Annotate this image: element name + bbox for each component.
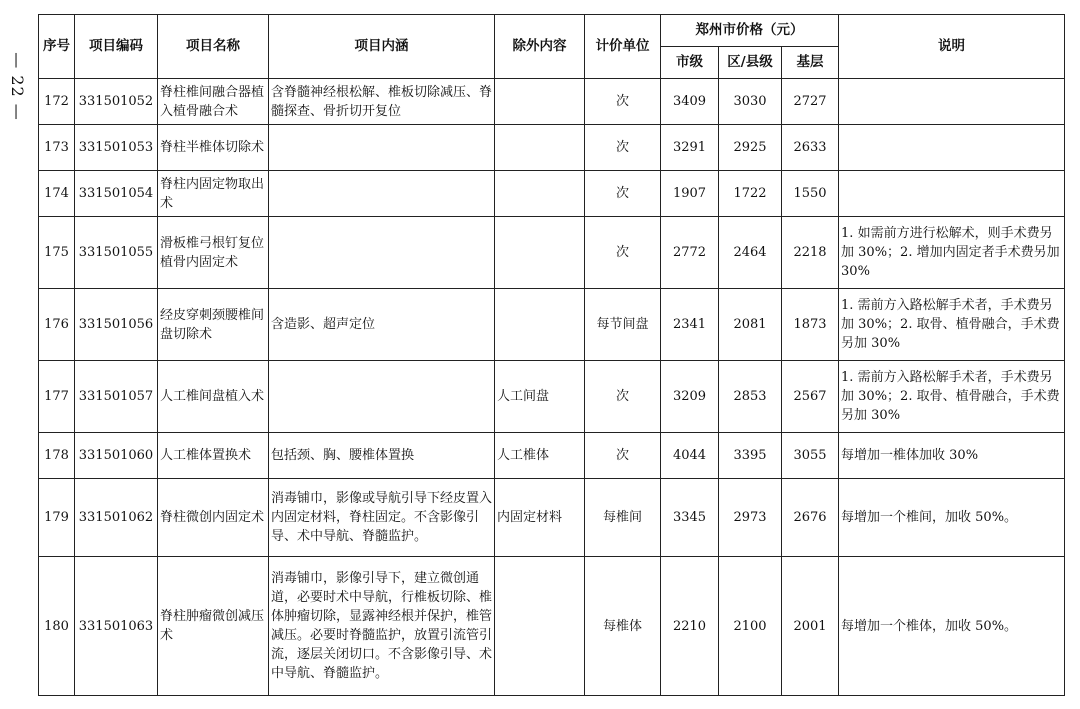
cell-county-price: 2973 [719, 479, 782, 557]
cell-county-price: 2853 [719, 361, 782, 433]
cell-unit: 每椎间 [585, 479, 661, 557]
cell-base-price: 1550 [782, 171, 839, 217]
cell-city-price: 2210 [661, 557, 719, 696]
cell-base-price: 2676 [782, 479, 839, 557]
cell-county-price: 2081 [719, 289, 782, 361]
cell-excluded: 内固定材料 [495, 479, 585, 557]
header-price-group: 郑州市价格（元） [661, 15, 839, 47]
cell-excluded [495, 217, 585, 289]
cell-unit: 每椎体 [585, 557, 661, 696]
cell-content [269, 361, 495, 433]
cell-note [839, 79, 1065, 125]
header-note: 说明 [839, 15, 1065, 79]
cell-county-price: 3030 [719, 79, 782, 125]
cell-county-price: 2925 [719, 125, 782, 171]
header-county: 区/县级 [719, 47, 782, 79]
cell-code: 331501054 [75, 171, 158, 217]
cell-note [839, 125, 1065, 171]
cell-content: 包括颈、胸、腰椎体置换 [269, 433, 495, 479]
cell-note [839, 171, 1065, 217]
cell-city-price: 3345 [661, 479, 719, 557]
cell-seq: 177 [39, 361, 75, 433]
cell-excluded [495, 125, 585, 171]
table-row [39, 79, 1065, 125]
cell-excluded [495, 171, 585, 217]
cell-unit: 次 [585, 125, 661, 171]
header-seq: 序号 [39, 15, 75, 79]
cell-city-price: 2772 [661, 217, 719, 289]
cell-name: 脊柱椎间融合器植入植骨融合术 [158, 79, 269, 125]
cell-content: 消毒铺巾，影像引导下，建立微创通道，必要时术中导航，行椎板切除、椎体肿瘤切除，显露神经根并保护，椎管减压。必要时脊髓监护，放置引流管引流，逐层关闭切口。不含影像引导、术中导航、脊髓监护。 [269, 557, 495, 696]
header-code: 项目编码 [75, 15, 158, 79]
cell-seq: 178 [39, 433, 75, 479]
cell-base-price: 2218 [782, 217, 839, 289]
header-excluded: 除外内容 [495, 15, 585, 79]
cell-county-price: 1722 [719, 171, 782, 217]
cell-content [269, 171, 495, 217]
cell-content: 消毒铺巾，影像或导航引导下经皮置入内固定材料，脊柱固定。不含影像引导、术中导航、脊髓监护。 [269, 479, 495, 557]
cell-excluded: 人工间盘 [495, 361, 585, 433]
cell-content: 含脊髓神经根松解、椎板切除减压、脊髓探查、骨折切开复位 [269, 79, 495, 125]
cell-unit: 次 [585, 217, 661, 289]
cell-unit: 次 [585, 79, 661, 125]
cell-base-price: 3055 [782, 433, 839, 479]
cell-seq: 180 [39, 557, 75, 696]
price-table [38, 14, 1065, 696]
header-row-1 [39, 15, 1065, 47]
cell-code: 331501063 [75, 557, 158, 696]
table-row [39, 557, 1065, 696]
cell-note: 1. 需前方入路松解手术者，手术费另加 30%；2. 取骨、植骨融合，手术费另加 30% [839, 289, 1065, 361]
table-row [39, 171, 1065, 217]
table-row [39, 125, 1065, 171]
cell-code: 331501055 [75, 217, 158, 289]
cell-note: 每增加一个椎间，加收 50%。 [839, 479, 1065, 557]
header-name: 项目名称 [158, 15, 269, 79]
table-row [39, 433, 1065, 479]
cell-seq: 179 [39, 479, 75, 557]
cell-excluded [495, 79, 585, 125]
cell-county-price: 2100 [719, 557, 782, 696]
cell-unit: 次 [585, 433, 661, 479]
cell-name: 人工椎体置换术 [158, 433, 269, 479]
cell-excluded: 人工椎体 [495, 433, 585, 479]
cell-name: 人工椎间盘植入术 [158, 361, 269, 433]
cell-code: 331501053 [75, 125, 158, 171]
cell-name: 脊柱半椎体切除术 [158, 125, 269, 171]
page-number: — 22 — [7, 51, 27, 121]
cell-name: 滑板椎弓根钉复位植骨内固定术 [158, 217, 269, 289]
cell-code: 331501060 [75, 433, 158, 479]
cell-base-price: 2001 [782, 557, 839, 696]
cell-name: 经皮穿刺颈腰椎间盘切除术 [158, 289, 269, 361]
cell-base-price: 2633 [782, 125, 839, 171]
header-content: 项目内涵 [269, 15, 495, 79]
cell-city-price: 4044 [661, 433, 719, 479]
cell-name: 脊柱微创内固定术 [158, 479, 269, 557]
cell-unit: 次 [585, 171, 661, 217]
cell-city-price: 1907 [661, 171, 719, 217]
cell-city-price: 2341 [661, 289, 719, 361]
cell-city-price: 3209 [661, 361, 719, 433]
cell-seq: 175 [39, 217, 75, 289]
cell-note: 每增加一椎体加收 30% [839, 433, 1065, 479]
header-unit: 计价单位 [585, 15, 661, 79]
cell-excluded [495, 289, 585, 361]
cell-note: 1. 需前方入路松解手术者，手术费另加 30%；2. 取骨、植骨融合，手术费另加 30% [839, 361, 1065, 433]
cell-code: 331501062 [75, 479, 158, 557]
cell-note: 每增加一个椎体，加收 50%。 [839, 557, 1065, 696]
cell-unit: 每节间盘 [585, 289, 661, 361]
cell-base-price: 1873 [782, 289, 839, 361]
cell-unit: 次 [585, 361, 661, 433]
cell-seq: 173 [39, 125, 75, 171]
cell-code: 331501056 [75, 289, 158, 361]
cell-seq: 176 [39, 289, 75, 361]
cell-excluded [495, 557, 585, 696]
cell-note: 1. 如需前方进行松解术，则手术费另加 30%；2. 增加内固定者手术费另加30% [839, 217, 1065, 289]
table-row [39, 479, 1065, 557]
cell-content [269, 125, 495, 171]
cell-base-price: 2727 [782, 79, 839, 125]
cell-county-price: 3395 [719, 433, 782, 479]
cell-code: 331501052 [75, 79, 158, 125]
table-row [39, 361, 1065, 433]
cell-seq: 174 [39, 171, 75, 217]
header-city: 市级 [661, 47, 719, 79]
cell-city-price: 3291 [661, 125, 719, 171]
cell-content [269, 217, 495, 289]
cell-code: 331501057 [75, 361, 158, 433]
cell-name: 脊柱内固定物取出术 [158, 171, 269, 217]
table-row [39, 217, 1065, 289]
cell-content: 含造影、超声定位 [269, 289, 495, 361]
cell-seq: 172 [39, 79, 75, 125]
cell-base-price: 2567 [782, 361, 839, 433]
cell-county-price: 2464 [719, 217, 782, 289]
cell-name: 脊柱肿瘤微创减压术 [158, 557, 269, 696]
cell-city-price: 3409 [661, 79, 719, 125]
table-row [39, 289, 1065, 361]
header-base: 基层 [782, 47, 839, 79]
